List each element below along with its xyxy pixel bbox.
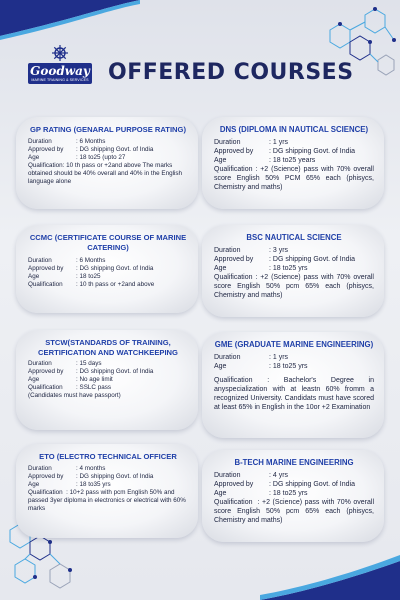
age-label: Age bbox=[214, 156, 227, 164]
duration-value: : 15 days bbox=[76, 360, 102, 367]
duration-label: Duration bbox=[214, 471, 241, 479]
duration-label: Duration bbox=[214, 353, 241, 361]
age-value: : 18 to35 yrs bbox=[76, 480, 111, 488]
course-card-ccmc bbox=[16, 225, 198, 313]
approved-value: : DG shipping Govt. of India bbox=[269, 255, 355, 263]
corner-wave-bottom-right bbox=[260, 555, 400, 600]
passport-note: (Candidates must have passport) bbox=[28, 392, 121, 399]
qualification-label: Qualification bbox=[214, 498, 253, 506]
age-value: : 18 to25 yrs bbox=[269, 489, 308, 497]
age-value: : 18 to25 yrs bbox=[269, 264, 308, 272]
approved-value: : DG shipping Govt. of India bbox=[269, 480, 355, 488]
corner-wave-top-left bbox=[0, 0, 140, 40]
course-card-gp-rating bbox=[16, 117, 198, 209]
approved-value: : DG shipping Govt. of India bbox=[76, 472, 154, 480]
molecule-pattern-top-right bbox=[310, 0, 400, 110]
approved-label: Approved by bbox=[214, 480, 254, 488]
age-value: : 18 to25 yrs bbox=[269, 362, 308, 370]
qualification-value: : +2 (Science) pass with 70% overall score English 50% PCM 65% each (phisycs, Chemistry and maths) bbox=[214, 165, 374, 191]
duration-value: : 6 Months bbox=[76, 257, 106, 264]
age-label: Age bbox=[214, 362, 227, 370]
approved-value: : DG shipping Govt. of India bbox=[269, 147, 355, 155]
duration-value: : 1 yrs bbox=[269, 138, 289, 146]
duration-value: : 4 yrs bbox=[269, 471, 289, 479]
age-label: Age bbox=[28, 273, 40, 280]
age-label: Age bbox=[28, 153, 40, 161]
brand-logo bbox=[28, 44, 92, 84]
age-value: : 18 to25 (upto 27 bbox=[76, 153, 126, 161]
qualification-value: : Bachelor's Degree in anyspecialization with at leastn 60% fromm a recognized University. Candidats must have scored at least 65% in English in the 10or +2 Examination bbox=[214, 376, 374, 411]
course-title: DNS (DIPLOMA IN NAUTICAL SCIENCE) bbox=[219, 125, 369, 134]
qualification-label: Qualification bbox=[28, 161, 63, 169]
course-card-dns bbox=[202, 117, 384, 209]
course-card-eto bbox=[16, 444, 198, 538]
ship-wheel-icon bbox=[49, 44, 71, 62]
approved-label: Approved by bbox=[28, 368, 64, 375]
course-card-btech-marine bbox=[202, 450, 384, 542]
age-label: Age bbox=[214, 264, 227, 272]
age-label: Age bbox=[214, 489, 227, 497]
duration-label: Duration bbox=[214, 246, 241, 254]
qualification-value: : 10 th pass or +2and above The marks obtained should be 40% overall and 40% in the English language alone bbox=[28, 161, 183, 185]
age-value: : 18 to25 years bbox=[269, 156, 316, 164]
duration-label: Duration bbox=[28, 137, 52, 145]
qualification-label: Qualification bbox=[214, 165, 253, 173]
qualification-value: : SSLC pass bbox=[76, 384, 111, 391]
approved-value: : DG shipping Govt. of India bbox=[76, 265, 154, 272]
age-value: : No age limit bbox=[76, 376, 113, 383]
approved-label: Approved by bbox=[28, 472, 64, 480]
brand-name: Goodway bbox=[30, 64, 90, 78]
qualification-value: : 10 th pass or +2and above bbox=[76, 281, 155, 288]
approved-value: : DG shipping Govt. of India bbox=[76, 145, 154, 153]
course-card-gme bbox=[202, 332, 384, 438]
age-value: : 18 to25 bbox=[76, 273, 101, 280]
approved-label: Approved by bbox=[214, 255, 254, 263]
brand-tagline: MARINE TRAINING & SERVICES bbox=[31, 78, 89, 82]
course-title: GME (GRADUATE MARINE ENGINEERING) bbox=[214, 340, 374, 349]
approved-label: Approved by bbox=[28, 145, 64, 153]
approved-value: : DG shipping Govt. of India bbox=[76, 368, 154, 375]
course-card-bsc-nautical bbox=[202, 225, 384, 317]
course-title: ETO (ELECTRO TECHNICAL OFFICER bbox=[39, 452, 177, 461]
course-title: STCW(STANDARDS OF TRAINING, CERTIFICATION AND WATCHKEEPING bbox=[38, 338, 178, 357]
duration-value: : 4 months bbox=[76, 464, 106, 472]
approved-label: Approved by bbox=[214, 147, 254, 155]
qualification-label: Qualification bbox=[214, 273, 253, 281]
qualification-label: Qualification bbox=[28, 281, 63, 288]
qualification-label: Qualification bbox=[28, 384, 63, 391]
course-title: BSC NAUTICAL SCIENCE bbox=[246, 233, 342, 242]
age-label: Age bbox=[28, 376, 40, 383]
course-card-stcw bbox=[16, 330, 198, 430]
approved-label: Approved by bbox=[28, 265, 64, 272]
course-title: CCMC (CERTIFICATE COURSE OF MARINE CATERING) bbox=[29, 233, 187, 252]
duration-value: : 3 yrs bbox=[269, 246, 289, 254]
age-label: Age bbox=[28, 480, 40, 488]
duration-label: Duration bbox=[28, 464, 52, 472]
qualification-value: : +2 (Science) pass with 70% overall score English 50% pcm 65% each (phisycs, Chemistry and maths) bbox=[214, 273, 374, 299]
duration-value: : 6 Months bbox=[76, 137, 106, 145]
course-title: GP RATING (GENARAL PURPOSE RATING) bbox=[30, 125, 186, 134]
duration-label: Duration bbox=[28, 360, 52, 367]
duration-value: : 1 yrs bbox=[269, 353, 289, 361]
qualification-label: Qualification bbox=[214, 376, 253, 384]
qualification-value: : 10+2 pass with pcm English 50% and passed 3yer diploma in electronics or electrical with 60% marks bbox=[28, 488, 186, 512]
course-title: B-TECH MARINE ENGINEERING bbox=[234, 458, 354, 467]
qualification-label: Qualification bbox=[28, 488, 63, 496]
page-title: OFFERED COURSES bbox=[108, 60, 354, 85]
duration-label: Duration bbox=[28, 257, 52, 264]
qualification-value: : +2 (Science) pass with 70% overall score English 50% pcm 65% each (phisycs, Chemistry and maths) bbox=[214, 498, 374, 524]
duration-label: Duration bbox=[214, 138, 241, 146]
